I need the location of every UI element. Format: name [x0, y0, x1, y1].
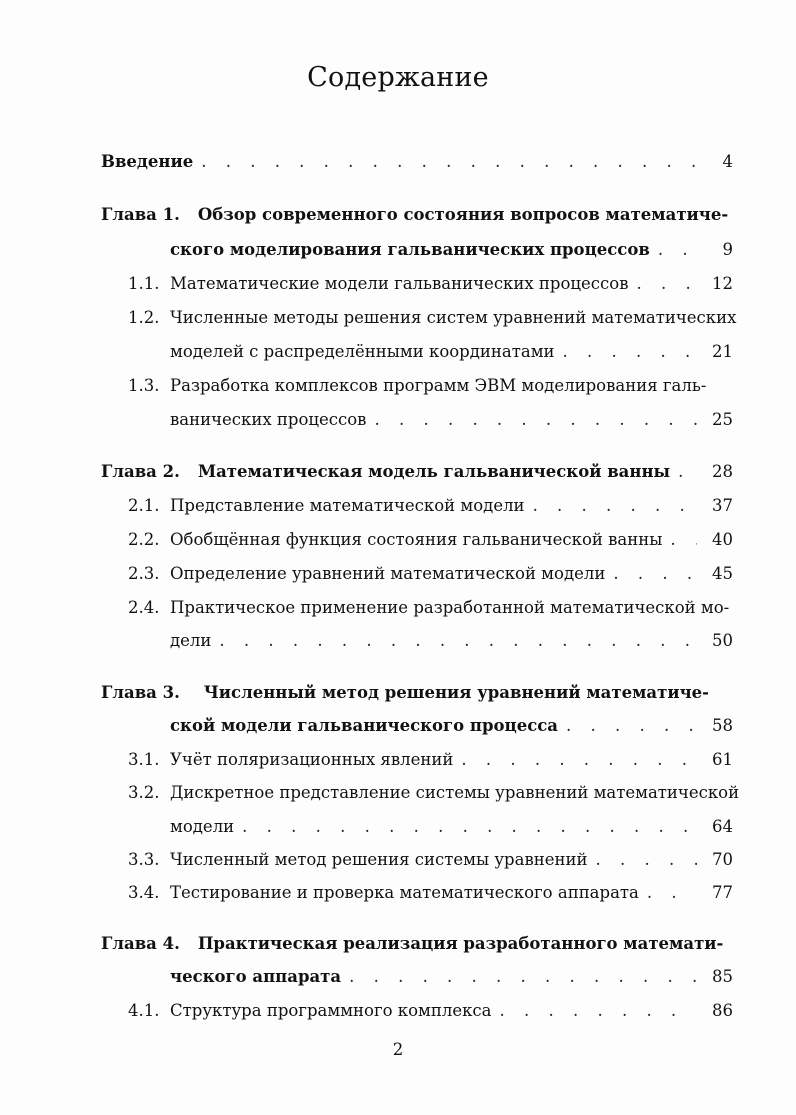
dot-leader: [349, 967, 697, 986]
dot-leader: [500, 1001, 698, 1020]
toc-section-2-3[interactable]: [128, 564, 733, 583]
toc-chapter-1-end[interactable]: [170, 240, 733, 259]
chapter-title-line1: Обзор современного состояния вопросов математиче-: [197, 205, 729, 224]
section-title-line1: Дискретное представление системы уравнений математической: [170, 783, 740, 802]
section-title: Представление математической модели: [170, 496, 525, 515]
toc-section-2-4-line1[interactable]: [128, 598, 730, 617]
dot-leader: [596, 850, 698, 869]
section-title-line1: Практическое применение разработанной математической мо-: [170, 598, 730, 617]
page-number: 2: [392, 1040, 404, 1059]
toc-section-3-4[interactable]: [128, 883, 733, 902]
chapter-title-line2: ского моделирования гальванических процессов: [170, 240, 650, 259]
dot-leader: [219, 631, 697, 650]
toc-page-number: 86: [712, 1001, 733, 1020]
section-title-line2: моделей с распределёнными координатами: [170, 342, 555, 361]
toc-page-number: 58: [712, 716, 733, 735]
toc-entry-label: Введение: [101, 152, 194, 171]
section-number: 1.2.: [128, 308, 160, 327]
section-number: 2.4.: [128, 598, 160, 617]
dot-leader: [563, 342, 697, 361]
section-title: Математические модели гальванических процессов: [170, 274, 629, 293]
section-title: Численный метод решения системы уравнений: [170, 850, 588, 869]
dot-leader: [670, 530, 697, 549]
section-number: 1.1.: [128, 274, 160, 293]
toc-page-number: 25: [712, 410, 733, 429]
dot-leader: [658, 240, 697, 259]
toc-chapter-1-heading[interactable]: [101, 205, 729, 224]
section-title: Тестирование и проверка математического аппарата: [170, 883, 639, 902]
dot-leader: [637, 274, 698, 293]
section-number: 3.2.: [128, 783, 160, 802]
toc-page-number: 85: [712, 967, 733, 986]
dot-leader: [461, 750, 697, 769]
toc-chapter-4-end[interactable]: [170, 967, 733, 986]
section-number: 2.3.: [128, 564, 160, 583]
chapter-title-line1: Практическая реализация разработанного математи-: [197, 934, 724, 953]
toc-section-2-1[interactable]: [128, 496, 733, 515]
chapter-title-line1: Численный метод решения уравнений математиче-: [203, 683, 709, 702]
section-title-line2: ванических процессов: [170, 410, 367, 429]
toc-entry-intro[interactable]: [101, 152, 733, 171]
chapter-number: Глава 3.: [101, 683, 180, 702]
dot-leader: [647, 883, 697, 902]
toc-chapter-3-heading[interactable]: [101, 683, 709, 702]
toc-chapter-4-heading[interactable]: [101, 934, 724, 953]
section-number: 4.1.: [128, 1001, 160, 1020]
toc-section-2-4-line2[interactable]: [170, 631, 733, 650]
dot-leader: [533, 496, 697, 515]
section-title-line1: Численные методы решения систем уравнений математических: [170, 308, 737, 327]
section-number: 2.1.: [128, 496, 160, 515]
toc-section-1-2-line2[interactable]: [170, 342, 733, 361]
section-title-line1: Разработка комплексов программ ЭВМ моделирования галь-: [170, 376, 707, 395]
section-title-line2: модели: [170, 817, 235, 836]
toc-page-number: 64: [712, 817, 733, 836]
toc-chapter-2[interactable]: [101, 462, 733, 481]
toc-section-4-1[interactable]: [128, 1001, 733, 1020]
chapter-title-line2: ческого аппарата: [170, 967, 342, 986]
toc-section-1-3-line2[interactable]: [170, 410, 733, 429]
toc-page-number: 37: [712, 496, 733, 515]
dot-leader: [566, 716, 697, 735]
toc-page-number: 9: [722, 240, 733, 259]
section-number: 3.1.: [128, 750, 160, 769]
dot-leader: [613, 564, 697, 583]
toc-section-1-3-line1[interactable]: [128, 376, 707, 395]
toc-section-3-3[interactable]: [128, 850, 733, 869]
toc-section-2-2[interactable]: [128, 530, 733, 549]
section-number: 3.4.: [128, 883, 160, 902]
toc-page-number: 12: [712, 274, 733, 293]
section-number: 3.3.: [128, 850, 160, 869]
toc-page-number: 4: [722, 152, 733, 171]
toc-page-number: 70: [712, 850, 733, 869]
toc-page-number: 61: [712, 750, 733, 769]
toc-section-3-2-line1[interactable]: [128, 783, 740, 802]
toc-page-number: 50: [712, 631, 733, 650]
section-number: 1.3.: [128, 376, 160, 395]
toc-page-number: 77: [712, 883, 733, 902]
toc-section-3-1[interactable]: [128, 750, 733, 769]
chapter-number: Глава 4.: [101, 934, 180, 953]
dot-leader: [374, 410, 697, 429]
chapter-title: Математическая модель гальванической ванны: [197, 462, 671, 481]
toc-section-1-2-line1[interactable]: [128, 308, 737, 327]
toc-chapter-3-end[interactable]: [170, 716, 733, 735]
toc-page-number: 45: [712, 564, 733, 583]
chapter-number: Глава 1.: [101, 205, 180, 224]
section-number: 2.2.: [128, 530, 160, 549]
toc-section-1-1[interactable]: [128, 274, 733, 293]
section-title: Структура программного комплекса: [170, 1001, 492, 1020]
section-title: Определение уравнений математической модели: [170, 564, 606, 583]
dot-leader: [678, 462, 697, 481]
toc-page-number: 28: [712, 462, 733, 481]
toc-page-number: 21: [712, 342, 733, 361]
section-title: Обобщённая функция состояния гальванической ванны: [170, 530, 663, 549]
section-title-line2: дели: [170, 631, 212, 650]
dot-leader: [242, 817, 697, 836]
section-title: Учёт поляризационных явлений: [170, 750, 454, 769]
dot-leader: [201, 152, 697, 171]
chapter-title-line2: ской модели гальванического процесса: [170, 716, 558, 735]
toc-page-number: 40: [712, 530, 733, 549]
page-title: Содержание: [307, 62, 489, 93]
toc-section-3-2-line2[interactable]: [170, 817, 733, 836]
chapter-number: Глава 2.: [101, 462, 180, 481]
